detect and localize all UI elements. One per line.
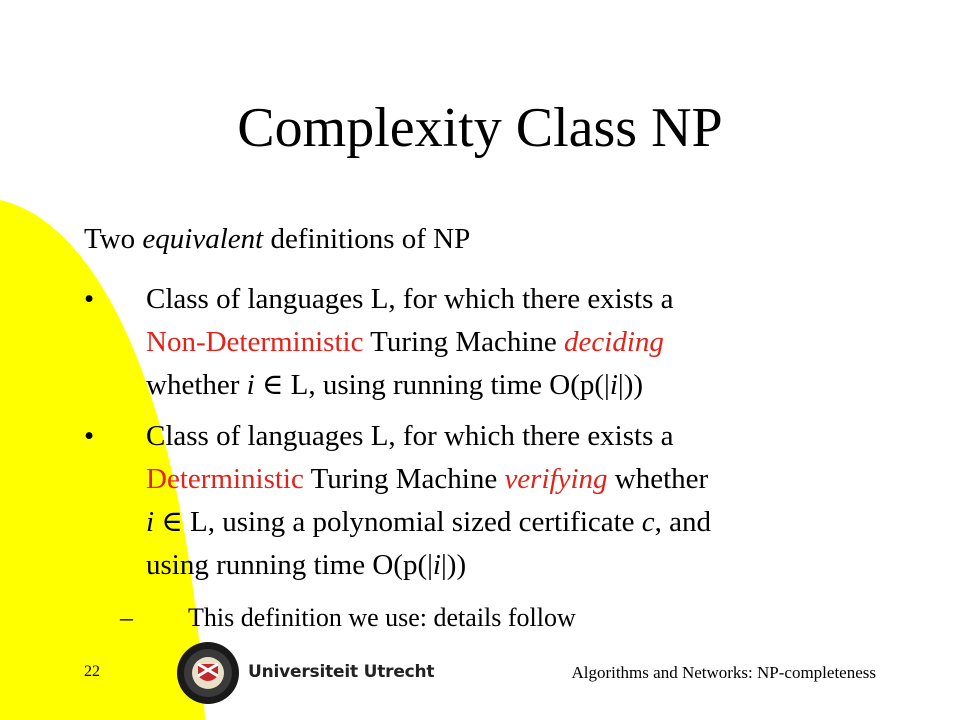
logo-text: Universiteit Utrecht <box>248 662 435 682</box>
bullet-text: Class of languages L, for which there exists a Non-Deterministic Turing Machine deciding whether i ∈ L, using running time O(p(|i|)) <box>146 283 674 401</box>
course-title: Algorithms and Networks: NP-completeness <box>571 663 876 682</box>
university-logo <box>170 640 435 706</box>
sub-bullet-dash: – <box>120 603 133 632</box>
slide-title: Complexity Class NP <box>237 97 723 159</box>
university-seal-icon <box>170 640 246 706</box>
highlight-verifying: verifying <box>504 463 608 495</box>
intro-line: Two equivalent definitions of NP <box>84 223 471 255</box>
highlight-nondeterministic: Non-Deterministic <box>146 326 364 358</box>
sub-bullet-text: This definition we use: details follow <box>188 603 576 632</box>
bullet-dot: • <box>84 420 95 452</box>
slide-number: 22 <box>84 663 100 680</box>
highlight-deterministic: Deterministic <box>146 463 304 495</box>
highlight-deciding: deciding <box>564 326 664 358</box>
bullet-text: Class of languages L, for which there exists a Deterministic Turing Machine verifying whether i ∈ L, using a polynomial sized certificate c, and using running time O(p(|i|)) <box>146 420 712 581</box>
bullet-dot: • <box>84 283 95 315</box>
intro-emphasis: equivalent <box>142 223 264 255</box>
